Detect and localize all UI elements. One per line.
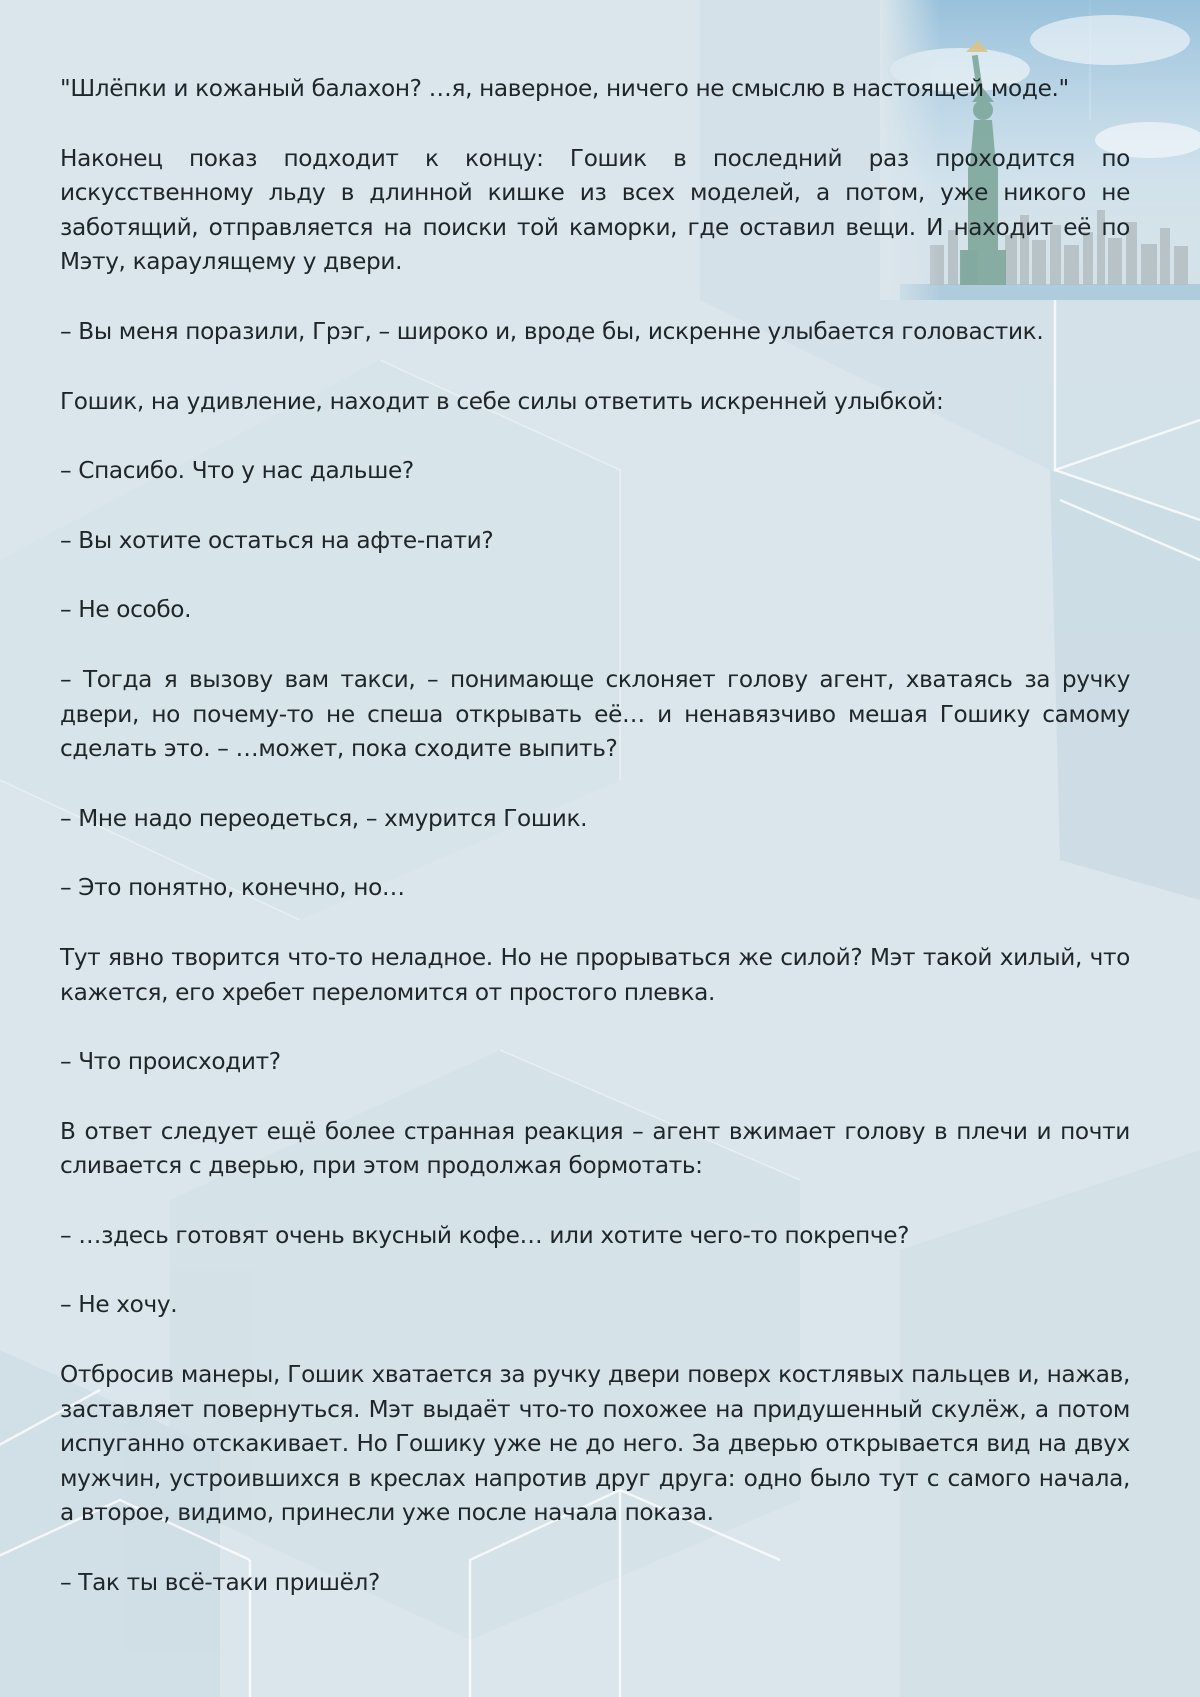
document-body xyxy=(60,72,1130,1636)
paragraph: – …здесь готовят очень вкусный кофе… или хотите чего-то покрепче? xyxy=(60,1221,910,1249)
paragraph: – Это понятно, конечно, но… xyxy=(60,874,405,902)
paragraph: – Не хочу. xyxy=(60,1291,178,1319)
paragraph: – Вы меня поразили, Грэг, – широко и, вроде бы, искренне улыбается головастик. xyxy=(60,317,1044,345)
paragraph: – Спасибо. Что у нас дальше? xyxy=(60,457,414,485)
paragraph: В ответ следует ещё более странная реакция – агент вжимает голову в плечи и почти сливается с дверью, при этом продолжая бормотать: xyxy=(60,1117,1130,1180)
paragraph: Тут явно творится что-то неладное. Но не прорываться же силой? Мэт такой хилый, что кажется, его хребет переломится от простого плевка. xyxy=(60,943,1130,1006)
paragraph: – Вы хотите остаться на афте-пати? xyxy=(60,526,494,554)
paragraph: – Что происходит? xyxy=(60,1048,281,1076)
paragraph: – Тогда я вызову вам такси, – понимающе склоняет голову агент, хватаясь за ручку двери, но почему-то не спеша открывать её… и ненавязчиво мешая Гошику самому сделать это. – …может, пока сходите выпить? xyxy=(60,665,1130,763)
paragraph: – Мне надо переодеться, – хмурится Гошик. xyxy=(60,804,588,832)
paragraph: – Не особо. xyxy=(60,596,192,624)
paragraph: Отбросив манеры, Гошик хватается за ручку двери поверх костлявых пальцев и, нажав, заставляет повернуться. Мэт выдаёт что-то похожее на придушенный скулёж, а потом испуганно отскакивает. Но Гошику уже не до него. За дверью открывается вид на двух мужчин, устроившихся в креслах напротив друг друга: одно было тут с самого начала, а второе, видимо, принесли уже после начала показа. xyxy=(60,1361,1130,1527)
paragraph: Гошик, на удивление, находит в себе силы ответить искренней улыбкой: xyxy=(60,387,944,415)
paragraph: – Так ты всё-таки пришёл? xyxy=(60,1569,380,1597)
paragraph: Наконец показ подходит к концу: Гошик в последний раз проходится по искусственному льду в длинной кишке из всех моделей, а потом, уже никого не заботящий, отправляется на поиски той каморки, где оставил вещи. И находит её по Мэту, караулящему у двери. xyxy=(60,144,1130,276)
paragraph: "Шлёпки и кожаный балахон? …я, наверное, ничего не смыслю в настоящей моде." xyxy=(60,75,1069,102)
